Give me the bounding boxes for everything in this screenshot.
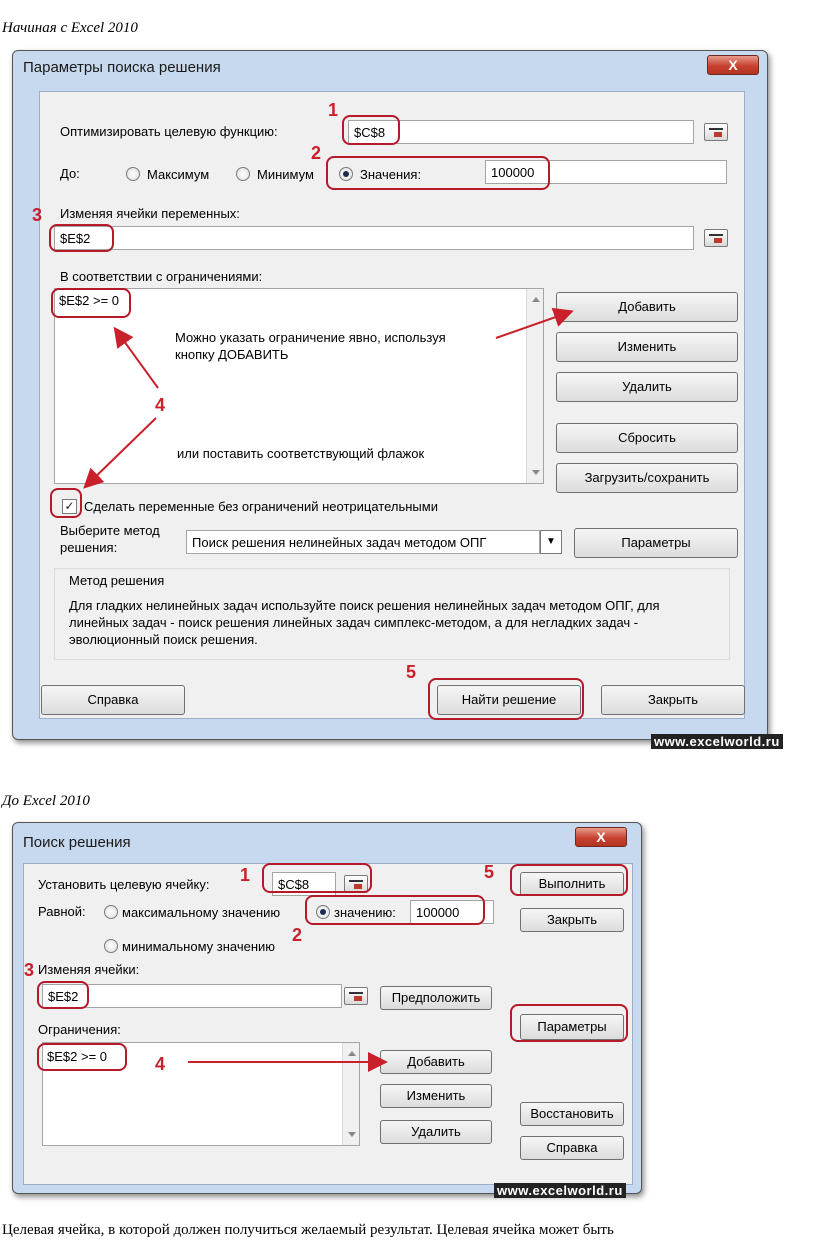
highlight-changing <box>49 224 114 252</box>
close-button[interactable]: Закрыть <box>520 908 624 932</box>
solve-button[interactable]: Найти решение <box>437 685 581 715</box>
method-description-group <box>54 568 730 660</box>
highlight-checkbox <box>50 488 82 518</box>
constraints-scrollbar[interactable] <box>342 1043 359 1145</box>
changing-cells-input[interactable]: $E$2 <box>54 226 694 250</box>
change-button[interactable]: Изменить <box>380 1084 492 1108</box>
nonnegative-checkbox-label: Сделать переменные без ограничений неотрицательными <box>84 499 438 514</box>
value-input[interactable]: 100000 <box>410 900 494 924</box>
highlight-value <box>305 895 485 925</box>
chevron-down-icon[interactable]: ▼ <box>540 530 562 554</box>
add-button[interactable]: Добавить <box>380 1050 492 1074</box>
constraints-list[interactable] <box>54 288 544 484</box>
radio-min-label: Минимум <box>257 167 314 182</box>
radio-max[interactable] <box>126 167 140 181</box>
constraint-item[interactable]: $E$2 >= 0 <box>47 1049 107 1064</box>
changing-cells-input[interactable]: $E$2 <box>42 984 342 1008</box>
highlight-constraint <box>51 288 131 318</box>
range-select-icon[interactable] <box>344 987 368 1005</box>
objective-input[interactable]: $C$8 <box>348 120 694 144</box>
mark-3: 3 <box>32 205 43 225</box>
mark-4: 4 <box>155 395 166 415</box>
mark-5: 5 <box>484 862 495 882</box>
radio-min[interactable] <box>104 939 118 953</box>
highlight-value <box>326 156 550 190</box>
close-icon[interactable]: X <box>575 827 627 847</box>
restore-button[interactable]: Восстановить <box>520 1102 624 1126</box>
add-button[interactable]: Добавить <box>556 292 738 322</box>
method-select[interactable]: Поиск решения нелинейных задач методом ОПГ <box>186 530 540 554</box>
highlight-objective <box>342 115 400 145</box>
radio-min[interactable] <box>236 167 250 181</box>
guess-button[interactable]: Предположить <box>380 986 492 1010</box>
highlight-params <box>510 1004 628 1042</box>
mark-2: 2 <box>311 143 322 163</box>
note-checkbox: или поставить соответствующий флажок <box>177 446 425 461</box>
watermark: www.excelworld.ru <box>651 734 783 749</box>
mark-4: 4 <box>155 1054 166 1074</box>
run-button[interactable]: Выполнить <box>520 872 624 896</box>
change-button[interactable]: Изменить <box>556 332 738 362</box>
mark-3: 3 <box>24 960 35 980</box>
body-paragraph: Целевая ячейка, в которой должен получиться желаемый результат. Целевая ячейка может быть <box>2 1222 614 1238</box>
highlight-changing <box>37 981 89 1009</box>
range-select-icon[interactable] <box>704 229 728 247</box>
changing-cells-label: Изменяя ячейки переменных: <box>60 206 240 221</box>
highlight-solve <box>428 678 584 720</box>
target-cell-label: Установить целевую ячейку: <box>38 877 210 892</box>
close-icon[interactable]: X <box>707 55 759 75</box>
scroll-down-icon[interactable] <box>348 1132 356 1137</box>
watermark: www.excelworld.ru <box>494 1183 626 1198</box>
method-group-title: Метод решения <box>69 573 165 588</box>
radio-max[interactable] <box>104 905 118 919</box>
value-input[interactable]: 100000 <box>485 160 727 184</box>
highlight-target <box>262 863 372 893</box>
objective-label: Оптимизировать целевую функцию: <box>60 124 278 139</box>
to-label: До: <box>60 166 80 181</box>
nonnegative-checkbox[interactable]: ✓ <box>62 499 77 514</box>
heading-excel-2010: Начиная с Excel 2010 <box>2 20 138 36</box>
constraint-item[interactable]: $E$2 >= 0 <box>59 293 119 308</box>
delete-button[interactable]: Удалить <box>556 372 738 402</box>
range-select-icon[interactable] <box>704 123 728 141</box>
parameters-button[interactable]: Параметры <box>520 1014 624 1040</box>
target-cell-input[interactable]: $C$8 <box>272 872 336 896</box>
method-description: Для гладких нелинейных задач используйте поиск решения нелинейных задач методом ОПГ, для линейных задач - поиск решения линейных задач симплекс-методом, а для негладких задач - эволюционный поиск решения. <box>69 598 660 647</box>
note-explicit: Можно указать ограничение явно, используя кнопку ДОБАВИТЬ <box>175 330 446 362</box>
constraints-label: Ограничения: <box>38 1022 121 1037</box>
load-save-button[interactable]: Загрузить/сохранить <box>556 463 738 493</box>
method-label: Выберите метод решения: <box>60 523 160 555</box>
heading-pre-2010: До Excel 2010 <box>2 793 90 809</box>
mark-1: 1 <box>328 100 339 120</box>
solver-dialog-2010 <box>12 50 768 740</box>
scroll-up-icon[interactable] <box>348 1051 356 1056</box>
delete-button[interactable]: Удалить <box>380 1120 492 1144</box>
mark-5: 5 <box>406 662 417 682</box>
radio-value-label: значению: <box>334 905 396 920</box>
scroll-down-icon[interactable] <box>532 470 540 475</box>
constraints-scrollbar[interactable] <box>526 289 543 483</box>
close-button[interactable]: Закрыть <box>601 685 745 715</box>
help-button[interactable]: Справка <box>41 685 185 715</box>
radio-max-label: Максимум <box>147 167 210 182</box>
radio-min-label: минимальному значению <box>122 939 276 954</box>
scroll-up-icon[interactable] <box>532 297 540 302</box>
reset-button[interactable]: Сбросить <box>556 423 738 453</box>
mark-2: 2 <box>292 925 303 945</box>
dialog-title: Поиск решения <box>23 834 131 851</box>
highlight-constraint <box>37 1043 127 1071</box>
highlight-run <box>510 864 628 896</box>
changing-cells-label: Изменяя ячейки: <box>38 962 140 977</box>
constraints-label: В соответствии с ограничениями: <box>60 269 263 284</box>
mark-1: 1 <box>240 865 251 885</box>
radio-max-label: максимальному значению <box>122 905 281 920</box>
help-button[interactable]: Справка <box>520 1136 624 1160</box>
dialog-title: Параметры поиска решения <box>23 59 221 76</box>
equal-label: Равной: <box>38 904 86 919</box>
parameters-button[interactable]: Параметры <box>574 528 738 558</box>
radio-value-label: Значения: <box>360 167 422 182</box>
